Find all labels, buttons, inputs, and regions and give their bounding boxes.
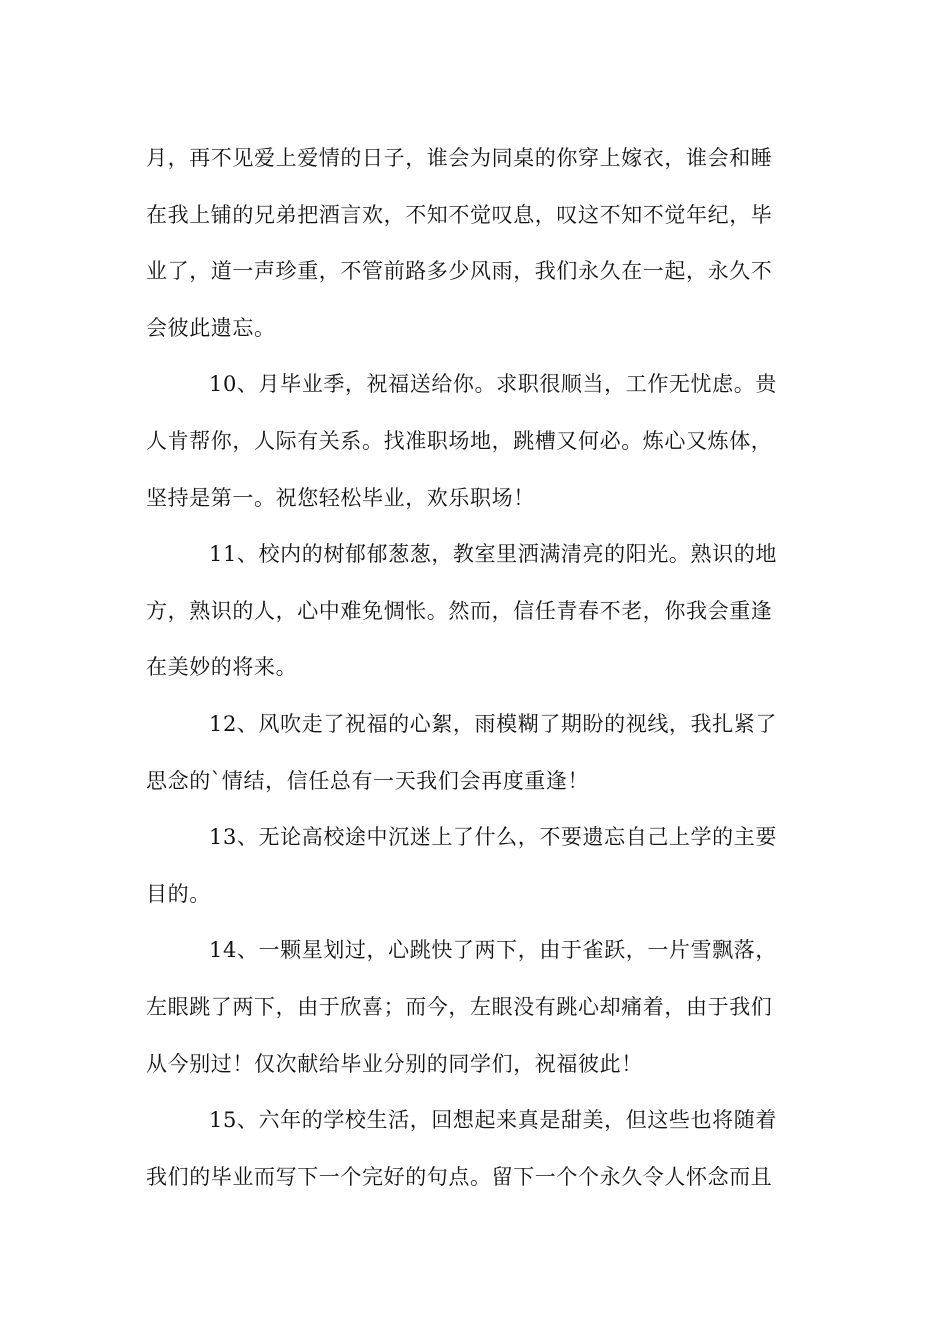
paragraph-13-line-2: 目的。: [146, 881, 211, 906]
paragraph-12-line-1: 12、风吹走了祝福的心絮，雨模糊了期盼的视线，我扎紧了: [209, 711, 777, 736]
paragraph-11-line-3: 在美妙的将来。: [146, 655, 298, 680]
paragraph-13-line-1: 13、无论高校途中沉迷上了什么，不要遗忘自己上学的主要: [209, 825, 777, 850]
paragraph-10-line-3: 坚持是第一。祝您轻松毕业，欢乐职场！: [146, 485, 535, 510]
paragraph-15-line-1: 15、六年的学校生活，回想起来真是甜美，但这些也将随着: [209, 1108, 777, 1133]
text-line-3: 业了，道一声珍重，不管前路多少风雨，我们永久在一起，永久不: [146, 259, 773, 284]
text-line-1: 月，再不见爱上爱情的日子，谁会为同桌的你穿上嫁衣，谁会和睡: [146, 146, 773, 170]
paragraph-14-line-1: 14、一颗星划过，心跳快了两下，由于雀跃，一片雪飘落，: [209, 938, 777, 963]
paragraph-15-line-2: 我们的毕业而写下一个完好的句点。留下一个个永久令人怀念而且: [146, 1164, 773, 1189]
paragraph-11-line-2: 方，熟识的人，心中难免惆怅。然而，信任青春不老，你我会重逢: [146, 598, 773, 623]
paragraph-11-line-1: 11、校内的树郁郁葱葱，教室里洒满清亮的阳光。熟识的地: [209, 542, 777, 567]
paragraph-10-line-1: 10、月毕业季，祝福送给你。求职很顺当，工作无忧虑。贵: [209, 372, 777, 397]
body-text: [146, 130, 811, 1205]
text-line-2: 在我上铺的兄弟把酒言欢，不知不觉叹息，叹这不知不觉年纪，毕: [146, 202, 773, 227]
paragraph-14-line-3: 从今别过！仅次献给毕业分别的同学们，祝福彼此！: [146, 1051, 643, 1076]
paragraph-14-line-2: 左眼跳了两下，由于欣喜；而今，左眼没有跳心却痛着，由于我们: [146, 994, 773, 1019]
text-line-4: 会彼此遗忘。: [146, 315, 276, 340]
paragraph-10-line-2: 人肯帮你，人际有关系。找准职场地，跳槽又何必。炼心又炼体，: [146, 428, 773, 453]
paragraph-12-line-2: 思念的`情结，信任总有一天我们会再度重逢！: [146, 768, 590, 793]
